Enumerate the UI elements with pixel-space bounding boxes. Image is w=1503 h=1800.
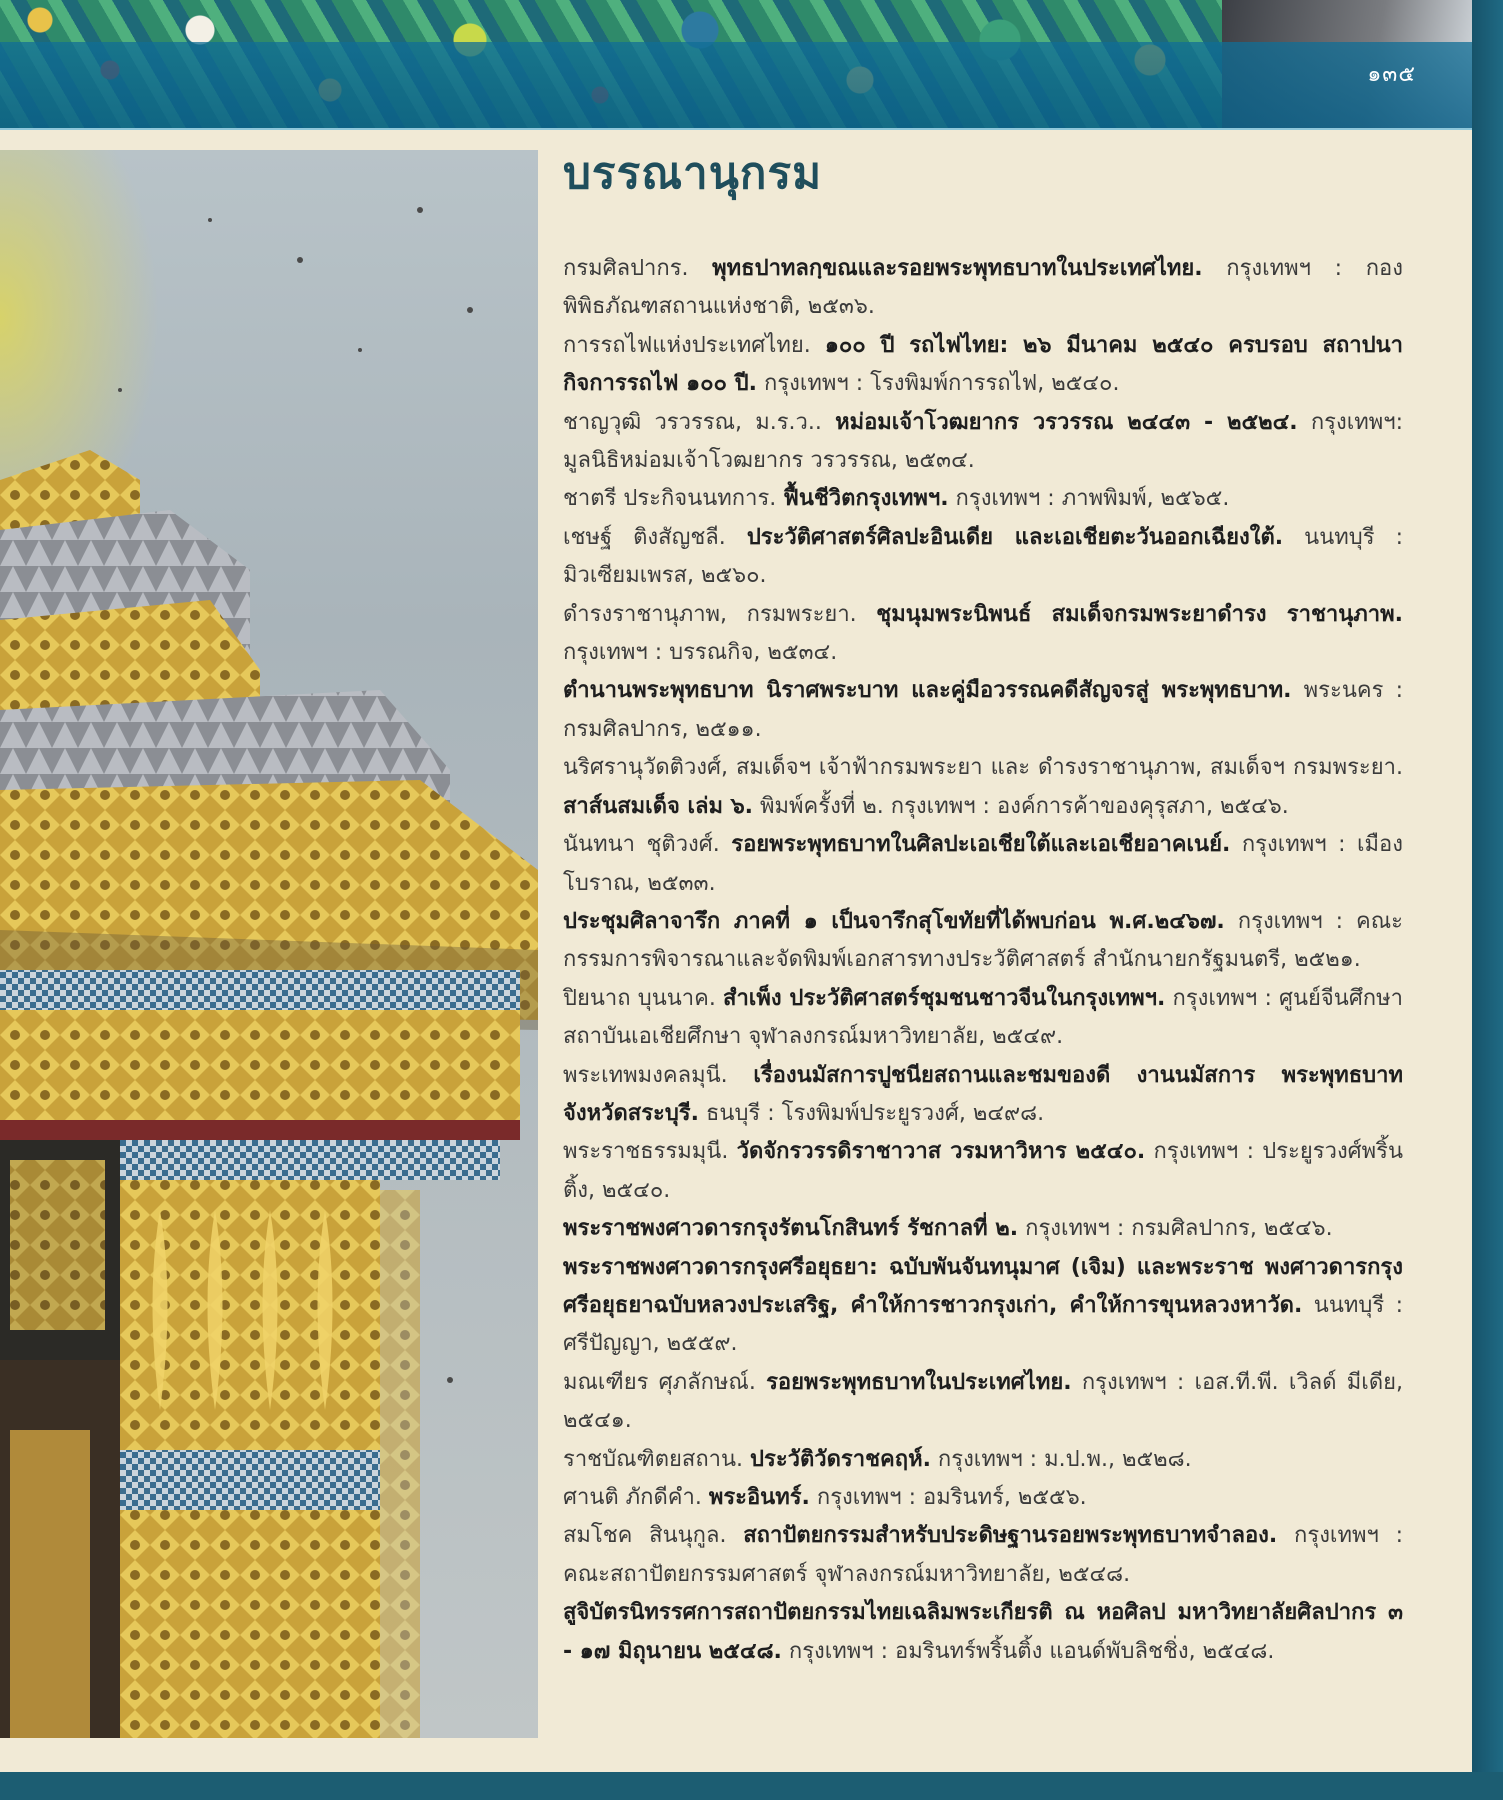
entry-author: ปิยนาถ บุนนาค. — [563, 985, 724, 1011]
entry-publication: กรุงเทพฯ : อมรินทร์, ๒๕๕๖. — [809, 1485, 1087, 1510]
entry-author: เชษฐ์ ติงสัญชลี. — [563, 524, 747, 550]
entry-author: ชาตรี ประกิจนนทการ. — [563, 486, 784, 512]
entry-publication: พระนคร : กรมศิลปากร, ๒๕๑๑. — [563, 678, 1403, 742]
entry-author: นันทนา ชุติวงศ์. — [563, 832, 732, 858]
entry-publication: กรุงเทพฯ : โรงพิมพ์การรถไฟ, ๒๕๔๐. — [756, 371, 1120, 397]
entry-publication: กรุงเทพฯ: มูลนิธิหม่อมเจ้าโวฒยากร วรวรรณ, ๒๕๓๔. — [563, 409, 1403, 474]
bibliography-entry — [563, 327, 1403, 404]
entry-publication: กรุงเทพฯ : ศูนย์จีนศึกษา สถาบันเอเชียศึกษา จุฬาลงกรณ์มหาวิทยาลัย, ๒๕๔๙. — [563, 985, 1403, 1050]
entry-title: สูจิบัตรนิทรรศการสถาปัตยกรรมไทยเฉลิมพระเกียรติ ณ หอศิลป มหาวิทยาลัยศิลปากร ๓ - ๑๗ มิถุนายน ๒๕๔๘. — [563, 1600, 1403, 1664]
bibliography-entry — [563, 404, 1403, 481]
entry-title: ชุมนุมพระนิพนธ์ สมเด็จกรมพระยาดำรง ราชานุภาพ. — [876, 601, 1403, 627]
entry-author: พระเทพมงคลมุนี. — [563, 1062, 754, 1088]
bibliography-entry — [563, 250, 1403, 327]
page-number: ๑๓๕ — [1367, 62, 1416, 87]
bibliography-list — [563, 250, 1403, 1671]
entry-author: ดำรงราชานุภาพ, กรมพระยา. — [563, 601, 877, 627]
bibliography-entry — [563, 1210, 1403, 1248]
bibliography-entry — [563, 519, 1403, 596]
entry-author: ราชบัณฑิตยสถาน. — [563, 1446, 751, 1472]
entry-publication: พิมพ์ครั้งที่ ๒. กรุงเทพฯ : องค์การค้าของคุรุสภา, ๒๕๔๖. — [753, 793, 1289, 819]
bibliography-entry — [563, 826, 1403, 903]
bibliography-entry — [563, 1479, 1403, 1517]
side-band — [1472, 0, 1503, 1800]
entry-title: เรื่องนมัสการปูชนียสถานและชมของดี งานนมัสการ พระพุทธบาท จังหวัดสระบุรี. — [563, 1062, 1403, 1126]
temple-window-photo — [0, 150, 538, 1738]
bibliography-entry — [563, 480, 1403, 518]
bottom-band — [0, 1772, 1503, 1800]
entry-author: ชาญวุฒิ วรวรรณ, ม.ร.ว.. — [563, 409, 836, 435]
entry-publication: กรุงเทพฯ : บรรณกิจ, ๒๕๓๔. — [563, 640, 838, 666]
entry-title: ฟื้นชีวิตกรุงเทพฯ. — [783, 486, 949, 512]
entry-author: พระราชธรรมมุนี. — [563, 1139, 737, 1165]
entry-author: นริศรานุวัดติวงศ์, สมเด็จฯ เจ้าฟ้ากรมพระยา และ ดำรงราชานุภาพ, สมเด็จฯ กรมพระยา. — [563, 755, 1403, 781]
header-banner — [0, 0, 1472, 130]
bibliography-entry — [563, 1441, 1403, 1479]
entry-publication: กรุงเทพฯ : ประยูรวงศ์พริ้นติ้ง, ๒๕๔๐. — [563, 1139, 1404, 1203]
entry-publication: ธนบุรี : โรงพิมพ์ประยูรวงศ์, ๒๔๙๘. — [698, 1100, 1045, 1126]
entry-title: พระราชพงศาวดารกรุงศรีอยุธยา: ฉบับพันจันทนุมาศ (เจิม) และพระราช พงศาวดารกรุงศรีอยุธยาฉบับหลวงประเสริฐ, คำให้การชาวกรุงเก่า, คำให้การขุนหลวงหาวัด. — [563, 1254, 1403, 1318]
entry-publication: กรุงเทพฯ : ม.ป.พ., ๒๕๒๘. — [930, 1446, 1192, 1472]
entry-publication: นนทบุรี : ศรีปัญญา, ๒๕๕๙. — [563, 1292, 1403, 1357]
entry-author: มณเฑียร ศุภลักษณ์. — [563, 1369, 767, 1395]
bibliography-entry — [563, 1517, 1403, 1594]
entry-author: กรมศิลปากร. — [563, 256, 713, 281]
entry-publication: กรุงเทพฯ : อมรินทร์พริ้นติ้ง แอนด์พับลิชชิ่ง, ๒๕๔๘. — [781, 1638, 1275, 1664]
entry-title: รอยพระพุทธบาทในประเทศไทย. — [766, 1369, 1072, 1395]
entry-title: ๑๐๐ ปี รถไฟไทย: ๒๖ มีนาคม ๒๕๔๐ ครบรอบ สถาปนากิจการรถไฟ ๑๐๐ ปี. — [563, 332, 1403, 397]
banner-divider — [0, 128, 1472, 130]
entry-publication: นนทบุรี : มิวเซียมเพรส, ๒๕๖๐. — [563, 524, 1404, 589]
entry-author: ศานติ ภักดีคำ. — [563, 1485, 709, 1510]
entry-title: พระราชพงศาวดารกรุงรัตนโกสินทร์ รัชกาลที่ ๒. — [563, 1216, 1019, 1242]
banner-strip — [0, 42, 1472, 130]
entry-publication: กรุงเทพฯ : เมืองโบราณ, ๒๕๓๓. — [563, 832, 1403, 896]
ornate-window-illustration — [0, 150, 538, 1738]
entry-publication: กรุงเทพฯ : คณะกรรมการพิจารณาและจัดพิมพ์เอกสารทางประวัติศาสตร์ สำนักนายกรัฐมนตรี, ๒๕๒๑. — [563, 908, 1404, 973]
bibliography-entry — [563, 1594, 1403, 1671]
entry-author: สมโชค สินนุกูล. — [563, 1523, 744, 1549]
entry-title: รอยพระพุทธบาทในศิลปะเอเชียใต้และเอเชียอาคเนย์. — [731, 832, 1231, 858]
entry-author: การรถไฟแห่งประเทศไทย. — [563, 332, 825, 358]
entry-title: ประชุมศิลาจารึก ภาคที่ ๑ เป็นจารึกสุโขทัยที่ได้พบก่อน พ.ศ.๒๔๖๗. — [563, 908, 1225, 934]
bibliography-entry — [563, 672, 1403, 749]
bibliography-entry — [563, 1133, 1403, 1210]
entry-publication: กรุงเทพฯ : กรมศิลปากร, ๒๕๔๖. — [1018, 1216, 1333, 1242]
entry-title: ตำนานพระพุทธบาท นิราศพระบาท และคู่มือวรรณคดีสัญจรสู่ พระพุทธบาท. — [563, 678, 1292, 704]
page-title: บรรณานุกรม — [563, 148, 823, 199]
entry-title: พระอินทร์. — [708, 1485, 810, 1510]
entry-title: หม่อมเจ้าโวฒยากร วรวรรณ ๒๔๔๓ - ๒๕๒๔. — [835, 409, 1298, 435]
entry-title: สำเพ็ง ประวัติศาสตร์ชุมชนชาวจีนในกรุงเทพฯ. — [723, 985, 1166, 1011]
bibliography-entry — [563, 1057, 1403, 1134]
entry-title: ประวัติศาสตร์ศิลปะอินเดีย และเอเชียตะวันออกเฉียงใต้. — [746, 524, 1284, 550]
entry-publication: กรุงเทพฯ : เอส.ที.พี. เวิลด์ มีเดีย, ๒๕๔๑. — [563, 1369, 1403, 1434]
bibliography-entry — [563, 903, 1403, 980]
entry-title: สถาปัตยกรรมสำหรับประดิษฐานรอยพระพุทธบาทจำลอง. — [743, 1523, 1278, 1549]
entry-publication: กรุงเทพฯ : ภาพพิมพ์, ๒๕๖๕. — [948, 486, 1230, 512]
entry-title: สาส์นสมเด็จ เล่ม ๖. — [563, 793, 754, 819]
entry-title: ประวัติวัดราชคฤห์. — [750, 1446, 931, 1472]
bibliography-entry — [563, 980, 1403, 1057]
entry-publication: กรุงเทพฯ : กองพิพิธภัณฑสถานแห่งชาติ, ๒๕๓๖. — [563, 256, 1403, 320]
entry-publication: กรุงเทพฯ : คณะสถาปัตยกรรมศาสตร์ จุฬาลงกรณ์มหาวิทยาลัย, ๒๕๔๘. — [563, 1523, 1403, 1587]
bibliography-entry — [563, 1364, 1403, 1441]
entry-title: วัดจักรวรรดิราชาวาส วรมหาวิหาร ๒๕๔๐. — [736, 1139, 1146, 1165]
bibliography-entry — [563, 1249, 1403, 1364]
bibliography-entry — [563, 596, 1403, 673]
entry-title: พุทธปาทลกฺขณและรอยพระพุทธบาทในประเทศไทย. — [712, 256, 1203, 281]
bibliography-entry — [563, 749, 1403, 826]
